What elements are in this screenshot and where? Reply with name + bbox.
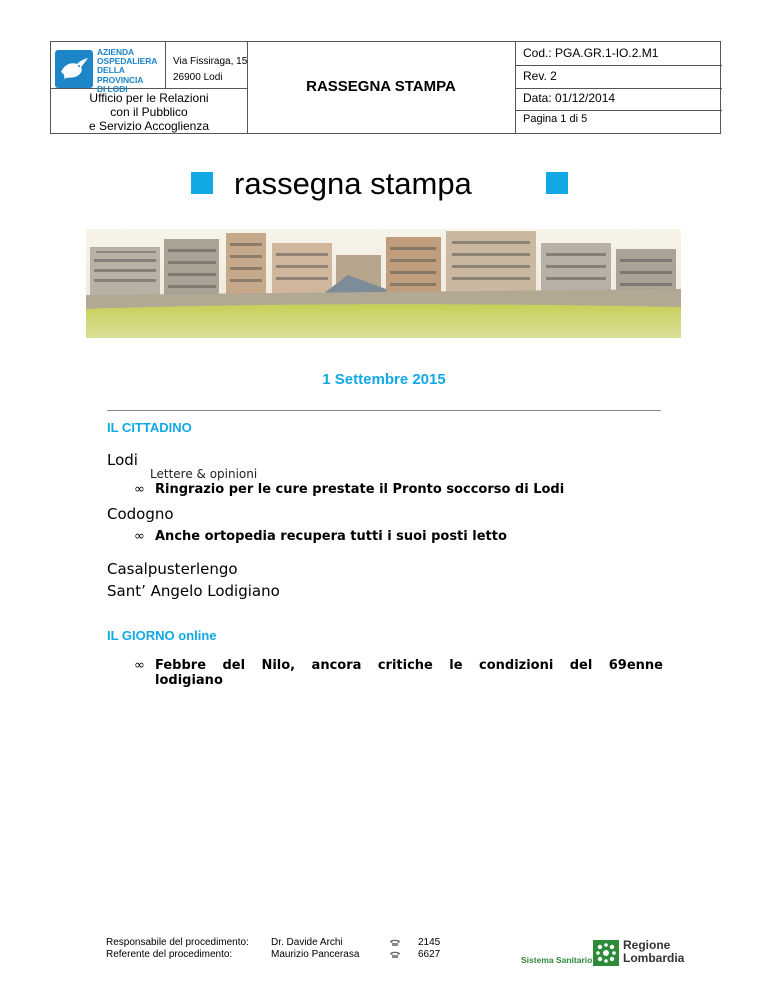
hospital-logo-text: AZIENDA OSPEDALIERA DELLA PROVINCIA DI LODI	[97, 47, 158, 94]
place-codogno: Codogno	[107, 505, 174, 523]
header-divider	[515, 65, 722, 66]
bullet-symbol: ∞	[134, 658, 145, 673]
rosa-camuna-icon	[593, 940, 619, 966]
sistema-sanitario-label: Sistema Sanitario	[521, 955, 593, 965]
footer-extensions: 2145 6627	[418, 937, 441, 960]
title-square-right	[546, 172, 568, 194]
place-lodi: Lodi	[107, 451, 138, 469]
document-date: Data: 01/12/2014	[523, 91, 616, 105]
phone-icons	[389, 937, 401, 965]
title-square-left	[191, 172, 213, 194]
page-title: rassegna stampa	[234, 166, 472, 201]
category-label: Lettere & opinioni	[150, 467, 258, 481]
header-divider	[515, 110, 722, 111]
regione-lombardia-logo	[521, 937, 687, 971]
document-title: RASSEGNA STAMPA	[306, 78, 456, 95]
article-link[interactable]: Febbre del Nilo, ancora critiche le condizioni del 69enne lodigiano	[155, 658, 663, 688]
header-divider	[165, 42, 166, 88]
article-link[interactable]: Anche ortopedia recupera tutti i suoi posti letto	[155, 529, 507, 544]
phone-icon	[389, 937, 401, 961]
dove-icon	[55, 50, 93, 88]
region-name: Regione Lombardia	[623, 938, 685, 965]
document-header-table	[50, 41, 721, 134]
bullet-symbol: ∞	[134, 482, 145, 497]
footer-names: Dr. Davide Archi Maurizio Pancerasa	[271, 937, 360, 960]
bullet-symbol: ∞	[134, 529, 145, 544]
document-code: Cod.: PGA.GR.1-IO.2.M1	[523, 46, 659, 60]
article-link[interactable]: Ringrazio per le cure prestate il Pronto soccorso di Lodi	[155, 482, 565, 497]
address-street: Via Fissiraga, 15	[173, 56, 248, 67]
separator-line	[107, 410, 661, 411]
hospital-banner-image	[86, 229, 681, 338]
source-il-giorno: IL GIORNO online	[107, 628, 217, 643]
address-city: 26900 Lodi	[173, 72, 223, 83]
issue-date: 1 Settembre 2015	[322, 371, 446, 388]
source-il-cittadino: IL CITTADINO	[107, 420, 192, 435]
footer-labels: Responsabile del procedimento: Referente del procedimento:	[106, 937, 249, 960]
place-casalpusterlengo: Casalpusterlengo	[107, 560, 238, 578]
header-divider	[515, 88, 722, 89]
office-name: Ufficio per le Relazioni con il Pubblico e Servizio Accoglienza	[88, 91, 210, 133]
place-sant-angelo-lodigiano: Sant’ Angelo Lodigiano	[107, 582, 280, 600]
document-revision: Rev. 2	[523, 69, 557, 83]
hospital-logo	[55, 47, 165, 94]
document-page: Pagina 1 di 5	[523, 113, 588, 125]
